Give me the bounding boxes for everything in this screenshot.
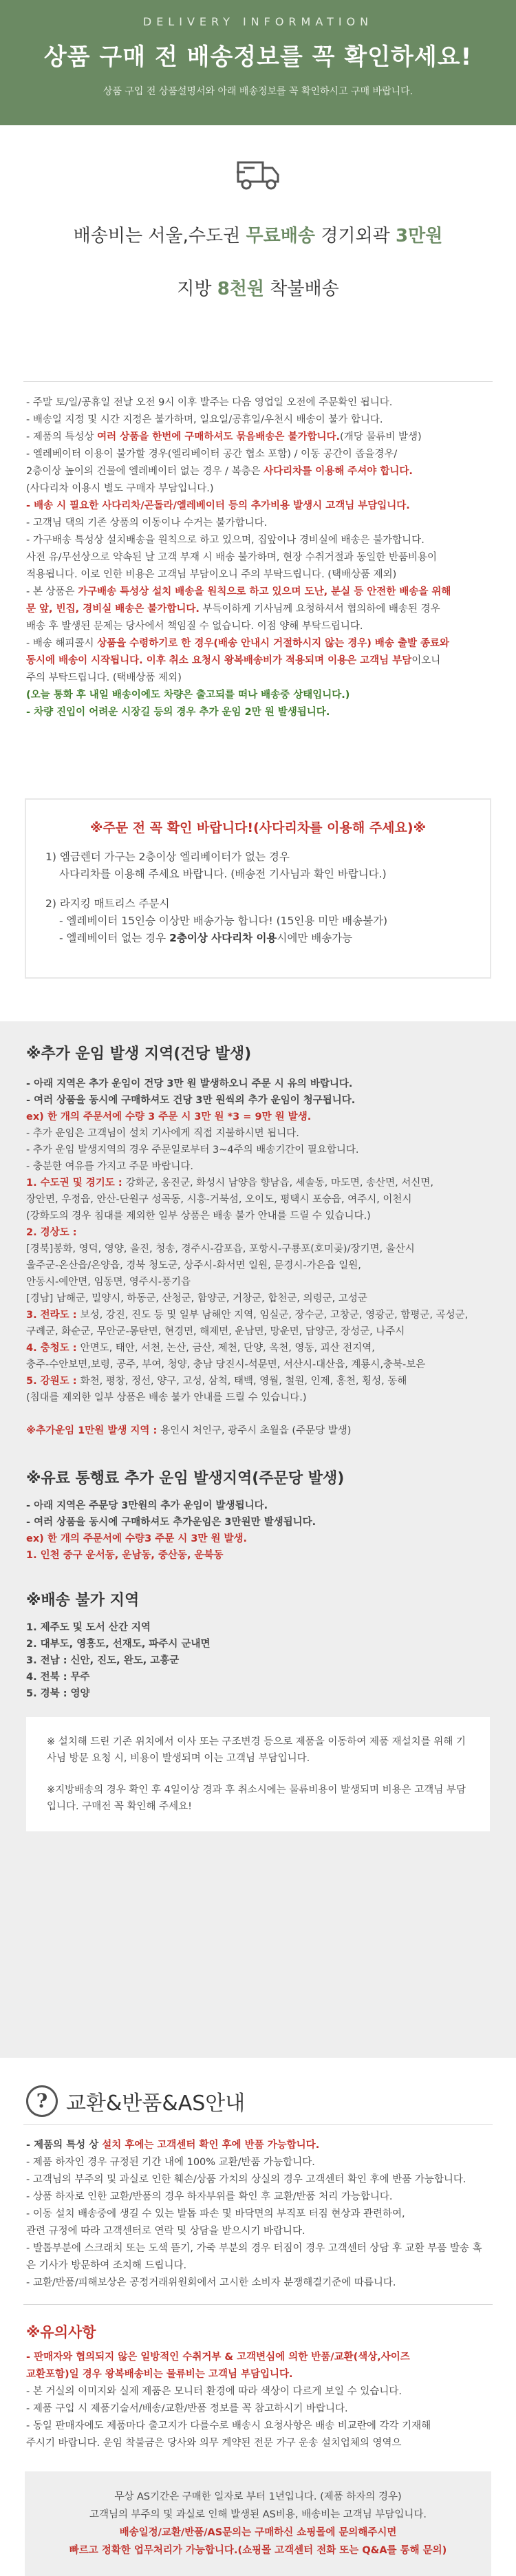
text-line: - 추가 운임은 고객님이 설치 기사에게 직접 지불하시면 됩니다.	[26, 1128, 299, 1139]
text-line: 5. 강원도 : 화천, 평창, 정선, 양구, 고성, 삼척, 태백, 영월, 철원, 인제, 홍천, 횡성, 동해	[26, 1376, 407, 1387]
attention-lines	[26, 2349, 490, 2452]
text-line: - 배송 해피콜시 상품을 수령하기로 한 경우(배송 안내시 거절하시지 않는 경우) 배송 출발 종료와	[26, 638, 450, 649]
toll-title: ※유료 통행료 추가 운임 발생지역(주문당 발생)	[26, 1470, 345, 1487]
text-line: - 엘레베이터 이용이 불가할 경우(엘리베이터 공간 협소 포함) / 이동 공간이 좁을경우/	[26, 449, 398, 460]
no-delivery-item: 4. 전북 : 무주	[26, 1672, 90, 1683]
text-line: 4. 충청도 : 안면도, 태안, 서천, 논산, 금산, 제천, 단양, 옥천, 영동, 괴산 전지역,	[26, 1343, 375, 1354]
notice-list	[0, 382, 516, 798]
text-line: 2. 경상도 :	[26, 1227, 77, 1238]
text-line: ex) 한 개의 주문서에 수량3 주문 시 3만 원 발생.	[26, 1533, 248, 1544]
text-line: 주의 부탁드립니다. (택배상품 제외)	[26, 672, 182, 683]
text-line: 사전 유/무선상으로 약속된 날 고객 부재 시 배송 불가하며, 현장 수취거절과 동일한 반품비용이	[26, 552, 438, 563]
warning-item-2: 2) 라지킹 매트리스 주문시 - 엘레베이터 15인승 이상만 배송가능 합니다! (15인용 미만 배송불가) - 엘레베이터 없는 경우 2층이상 사다리차 이용시에만 배송가능	[45, 897, 388, 944]
text-line: - 가구배송 특성상 설치배송을 원칙으로 하고 있으며, 집앞이나 경비실에 배송은 불가합니다.	[26, 535, 424, 546]
text-line: (사다리차 이용시 별도 구매자 부담입니다.)	[26, 483, 214, 494]
header-en-title: DELIVERY INFORMATION	[142, 15, 374, 28]
text-line: - 제품의 특성상 여러 상품을 한번에 구매하셔도 묶음배송은 불가합니다.(개당 물류비 발생)	[26, 432, 422, 443]
question-icon: ?	[26, 2085, 58, 2117]
truck-icon	[235, 158, 281, 193]
text-line: (오늘 통화 후 내일 배송이에도 차량은 출고되를 떠나 배송중 상태입니다.)	[26, 690, 350, 701]
extra-fee-note: ※추가운임 1만원 발생 지역 : 용인시 처인구, 광주시 초월읍 (주문당 발생)	[26, 1425, 352, 1436]
fee-line-2: 지방 8천원 착불배송	[177, 279, 339, 299]
as-info-box: 무상 AS기간은 구매한 일자로 부터 1년입니다. (제품 하자의 경우) 고객님의 부주의 및 과실로 인해 발생된 AS비용, 배송비는 고객님 부담입니다. 배송일정/교환/반품/AS문의는 구매하신 쇼핑몰에 문의해주시면 빠르고 정확한 업무처리가 가능합니다.(쇼핑몰 고객센터 전화 또는 Q&A를 통해 문의)	[25, 2471, 491, 2576]
text-line: 구례군, 화순군, 무안군-몽탄면, 현경면, 해제면, 운남면, 망운면, 담양군, 장성군, 나주시	[26, 1326, 405, 1337]
text-line: - 판매자와 협의되지 않은 일방적인 수취거부 & 고객변심에 의한 반품/교환(색상,사이즈	[26, 2352, 410, 2363]
extra-fee-lines	[26, 1076, 490, 1406]
text-line: (침대를 제외한 일부 상품은 배송 불가 안내를 드릴 수 있습니다.)	[26, 1392, 307, 1403]
text-line: - 추가 운임 발생지역의 경우 주문일로부터 3~4주의 배송기간이 필요합니다.	[26, 1145, 359, 1156]
exchange-lines	[0, 2125, 516, 2292]
text-line: 교환포함)일 경우 왕복배송비는 물류비는 고객님 부담입니다.	[26, 2369, 293, 2380]
extra-fee-section	[0, 1021, 516, 2058]
text-line: 3. 전라도 : 보성, 강진, 진도 등 및 일부 남해안 지역, 임실군, 장수군, 고창군, 영광군, 함평군, 곡성군,	[26, 1310, 469, 1321]
text-line: - 배송 시 필요한 사다리차/곤돌라/엘레베이터 등의 추가비용 발생시 고객님 부담입니다.	[26, 500, 410, 511]
text-line: - 배송일 지정 및 시간 지정은 불가하며, 일요일/공휴일/우천시 배송이 불가 합니다.	[26, 414, 383, 425]
attention-section	[0, 2305, 516, 2452]
text-line: 1. 인천 중구 운서동, 운남동, 중산동, 운북동	[26, 1550, 224, 1561]
warning-title: ※주문 전 꼭 확인 바랍니다!(사다리차를 이용해 주세요)※	[89, 820, 427, 835]
extra-fee-title: ※추가 운임 발생 지역(건당 발생)	[26, 1045, 252, 1063]
text-line: - 제품 구입 시 제품기술서/배송/교환/반품 정보를 꼭 참고하시기 바랍니다.	[26, 2403, 348, 2414]
relocation-note-box: ※ 설치해 드린 기존 위치에서 이사 또는 구조변경 등으로 제품을 이동하여 제품 재설치를 위해 기사님 방문 요청 시, 비용이 발생되며 이는 고객님 부담입니다. ※지방배송의 경우 확인 후 4일이상 경과 후 취소시에는 물류비용이 발생되며 비용은 고객님 부담입니다. 구매전 꼭 확인해 주세요!	[26, 1717, 490, 1831]
text-line: - 고객님의 부주의 및 과실로 인한 훼손/상품 가치의 상실의 경우 고객센터 확인 후에 반품 가능합니다.	[26, 2174, 466, 2185]
text-line: - 여러 상품을 동시에 구매하셔도 추가운임은 3만원만 발생됩니다.	[26, 1517, 316, 1528]
text-line: - 주말 토/일/공휴일 전날 오전 9시 이후 발주는 다음 영업일 오전에 주문확인 됩니다.	[26, 397, 393, 408]
text-line: - 충분한 여유를 가지고 주문 바랍니다.	[26, 1161, 193, 1172]
no-delivery-item: 1. 제주도 및 도서 산간 지역	[26, 1622, 151, 1633]
text-line: (강화도의 경우 침대를 제외한 일부 상품은 배송 불가 안내를 드릴 수 있습니다.)	[26, 1211, 371, 1222]
exchange-title: 교환&반품&AS안내	[66, 2091, 246, 2116]
no-delivery-title: ※배송 불가 지역	[26, 1592, 140, 1609]
delivery-fee-section	[0, 125, 516, 381]
exchange-title-row	[0, 2058, 516, 2117]
text-line: 문 앞, 빈집, 경비실 배송은 불가합니다. 부득이하게 기사님께 요청하셔서 협의하에 배송된 경우	[26, 604, 440, 615]
toll-lines	[26, 1498, 490, 1564]
text-line: - 발톱부분에 스크래치 또는 도색 뜯기, 가죽 부분의 경우 터짐이 경우 고객센터 상담 후 교환 부품 발송 혹은 기사가 방문하여 조치해 드립니다.	[26, 2243, 482, 2271]
text-line: - 본 상품은 가구배송 특성상 설치 배송을 원칙으로 하고 있으며 도난, 분실 등 안전한 배송을 위해	[26, 586, 451, 597]
text-line: - 상품 하자로 인한 교환/반품의 경우 하자부위를 확인 후 교환/반품 처리 가능합니다.	[26, 2191, 393, 2202]
no-delivery-item: 3. 전남 : 신안, 진도, 완도, 고흥군	[26, 1655, 180, 1666]
text-line: 동시에 배송이 시작됩니다. 이후 취소 요청시 왕복배송비가 적용되며 이용은 고객님 부담이오니	[26, 655, 441, 666]
text-line: 안동시-예안면, 임동면, 영주시-풍기읍	[26, 1277, 191, 1288]
text-line: - 아래 지역은 추가 운임이 건당 3만 원 발생하오니 주문 시 유의 바랍니다.	[26, 1078, 353, 1089]
fee-line-1: 배송비는 서울,수도권 무료배송 경기외곽 3만원	[73, 226, 443, 246]
warning-item-1: 1) 엠금렌더 가구는 2층이상 엘리베이터가 없는 경우 사다리차를 이용해 주세요 바랍니다. (배송전 기사님과 확인 바랍니다.)	[45, 851, 387, 880]
text-line: 장안면, 우정읍, 안산-단원구 성곡동, 시흥-거북섬, 오이도, 평택시 포승읍, 여주시, 이천시	[26, 1194, 412, 1205]
text-line: [경남] 남해군, 밀양시, 하동군, 산청군, 함양군, 거창군, 합천군, 의령군, 고성군	[26, 1293, 367, 1304]
text-line: - 교환/반품/피해보상은 공정거래위원회에서 고시한 소비자 분쟁해결기준에 따릅니다.	[26, 2277, 396, 2288]
text-line: - 제품의 특성 상 설치 후에는 고객센터 확인 후에 반품 가능합니다.	[26, 2140, 320, 2151]
text-line: [경북]봉화, 영덕, 영양, 울진, 청송, 경주시-감포읍, 포항시-구룡포(호미곶)/장기면, 울산시	[26, 1244, 415, 1255]
text-line: 충주-수안보면,보령, 공주, 부여, 청양, 충남 당진시-석문면, 서산시-대산읍, 계룡시,충북-보은	[26, 1359, 426, 1370]
text-line: 적용됩니다. 이로 인한 비용은 고객님 부담이오니 주의 부탁드립니다. (택배상품 제외)	[26, 569, 397, 580]
text-line: - 제품 하자인 경우 규정된 기간 내에 100% 교환/반품 가능합니다.	[26, 2157, 315, 2168]
text-line: - 고객님 댁의 기존 상품의 이동이나 수거는 불가합니다.	[26, 518, 268, 529]
text-line: 관련 규정에 따라 고객센터로 연락 및 상담을 받으시기 바랍니다.	[26, 2226, 305, 2237]
text-line: 2층이상 높이의 건물에 엘레베이터 없는 경우 / 복층은 사다리차를 이용해 주셔야 합니다.	[26, 466, 413, 477]
text-line: - 이동 설치 배송중에 생길 수 있는 발톱 파손 및 바닥면의 부직포 터짐 현상과 관련하여,	[26, 2208, 405, 2220]
no-delivery-item: 5. 경북 : 영양	[26, 1688, 90, 1699]
text-line: 울주군-온산읍/온양읍, 경북 청도군, 상주시-화서면 일원, 문경시-가은읍 일원,	[26, 1260, 361, 1271]
text-line: - 차량 진입이 어려운 시장길 등의 경우 추가 운임 2만 원 발생됩니다.	[26, 707, 330, 718]
attention-title: ※유의사항	[26, 2324, 96, 2341]
text-line: - 여러 상품을 동시에 구매하셔도 건당 3만 원씩의 추가 운임이 청구됩니다.	[26, 1095, 356, 1106]
text-line: - 아래 지역은 주문당 3만원의 추가 운임이 발생됩니다.	[26, 1500, 268, 1511]
text-line: 1. 수도권 및 경기도 : 강화군, 옹진군, 화성시 남양읍 향남읍, 세솔동, 마도면, 송산면, 서신면,	[26, 1178, 434, 1189]
text-line: - 동일 판매자에도 제품마다 출고지가 다를수로 배송시 요청사항은 배송 비교란에 각각 기재해	[26, 2420, 431, 2431]
warning-box	[25, 798, 491, 979]
header-banner	[0, 0, 516, 125]
text-line: - 본 거실의 이미지와 실제 제품은 모니터 환경에 따라 색상이 다르게 보일 수 있습니다.	[26, 2386, 402, 2397]
header-title: 상품 구매 전 배송정보를 꼭 확인하세요!	[43, 43, 473, 71]
no-delivery-item: 2. 대부도, 영흥도, 선재도, 파주시 군내면	[26, 1639, 211, 1650]
text-line: 배송 후 발생된 문제는 당사에서 책임질 수 없습니다. 이점 양해 부탁드립니다.	[26, 621, 363, 632]
header-subtitle: 상품 구입 전 상품설명서와 아래 배송정보를 꼭 확인하시고 구매 바랍니다.	[103, 86, 413, 97]
no-delivery-lines	[26, 1619, 490, 1702]
text-line: ex) 한 개의 주문서에 수량 3 주문 시 3만 원 *3 = 9만 원 발생.	[26, 1111, 312, 1122]
text-line: 주시기 바랍니다. 운임 착불금은 당사와 의무 계약된 전문 가구 운송 설치업체의 영역으	[26, 2438, 402, 2449]
